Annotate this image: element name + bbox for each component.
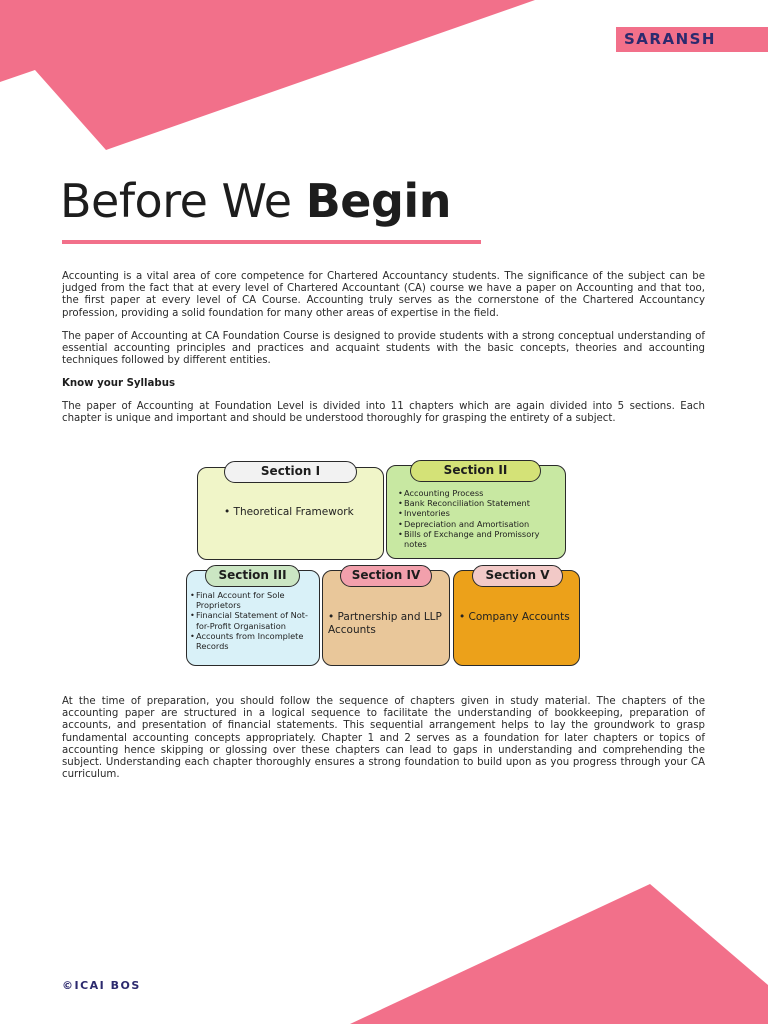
title-underline — [62, 240, 481, 244]
section-2-item: • Inventories — [398, 508, 558, 518]
section-2-list — [398, 488, 558, 549]
section-4-item: • Partnership and LLP Accounts — [328, 611, 442, 636]
course-paragraph: The paper of Accounting at CA Foundation Course is designed to provide students with a strong conceptual understanding of essential accounting principles and practices and acquaint students with the basic concepts, theories and accounting techniques followed by different entities. — [62, 331, 705, 367]
section-2-item: • Bills of Exchange and Promissory notes — [398, 529, 558, 549]
intro-paragraph: Accounting is a vital area of core competence for Chartered Accountancy students. The significance of the subject can be judged from the fact that at every level of Chartered Accountant (CA) course we have a paper on Accounting and that too, the first paper at every level of CA Course. Accounting truly serves as the cornerstone of the Chartered Accountancy profession, providing a solid foundation for many other areas of expertise in the field. — [62, 271, 705, 319]
bottom-decorative-shape — [0, 870, 768, 1024]
section-4-label: Section IV — [340, 565, 432, 587]
page-title-light: Before We — [60, 174, 306, 228]
section-2-item: • Depreciation and Amortisation — [398, 519, 558, 529]
section-2-item: • Bank Reconciliation Statement — [398, 498, 558, 508]
section-2-label: Section II — [410, 460, 541, 482]
footer-copyright: ©ICAI BOS — [62, 979, 141, 992]
section-5-item: • Company Accounts — [459, 611, 570, 623]
syllabus-heading: Know your Syllabus — [62, 378, 176, 389]
page-title-bold: Begin — [305, 174, 451, 228]
brand-tag: SARANSH — [616, 27, 768, 52]
page-title — [60, 174, 451, 228]
section-3-list — [190, 590, 318, 651]
section-2-item: • Accounting Process — [398, 488, 558, 498]
section-5-label: Section V — [472, 565, 563, 587]
section-3-label: Section III — [205, 565, 300, 587]
syllabus-paragraph: The paper of Accounting at Foundation Level is divided into 11 chapters which are again divided into 5 sections. Each chapter is unique and important and should be understood thoroughly for grasping the entirety of a subject. — [62, 401, 705, 425]
top-decorative-shape — [0, 0, 768, 160]
section-1-item: • Theoretical Framework — [224, 506, 354, 518]
section-3-item: • Financial Statement of Not-for-Profit Organisation — [190, 610, 318, 630]
section-1-label: Section I — [224, 461, 357, 483]
section-3-item: • Final Account for Sole Proprietors — [190, 590, 318, 610]
section-3-item: • Accounts from Incomplete Records — [190, 631, 318, 651]
preparation-paragraph: At the time of preparation, you should follow the sequence of chapters given in study material. The chapters of the accounting paper are structured in a logical sequence to facilitate the understanding of bookkeeping, preparation of accounts, and presentation of financial statements. This sequential arrangement helps to lay the groundwork to grasp fundamental accounting concepts appropriately. Chapter 1 and 2 serves as a foundation for later chapters or topics of accounting hence skipping or glossing over these chapters can lead to gaps in understanding and comprehending the subject. Understanding each chapter thoroughly ensures a strong foundation to build upon as you progress through your CA curriculum. — [62, 696, 705, 781]
